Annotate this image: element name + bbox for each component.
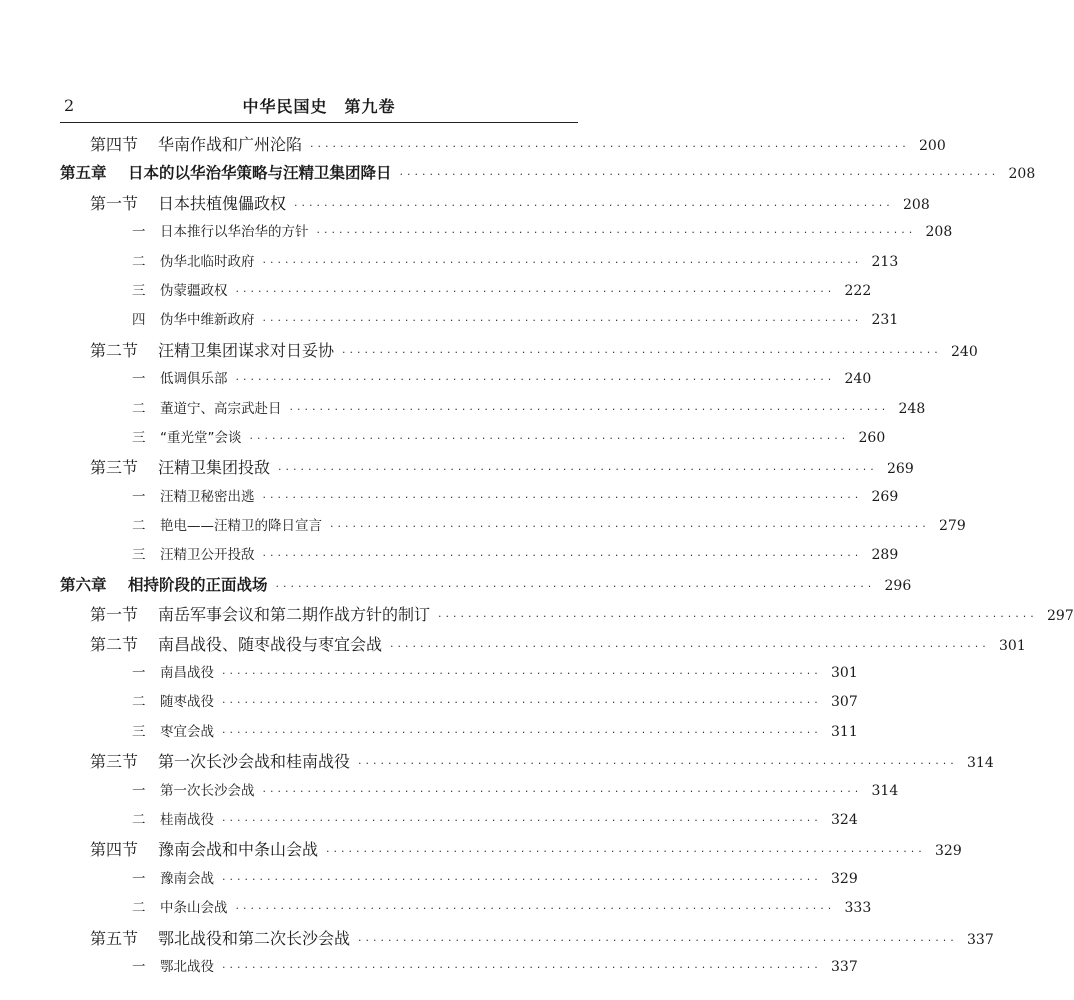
dot-leader: ················································································ [358, 933, 958, 947]
toc-entry-page: 314 [967, 755, 994, 772]
table-of-contents [60, 130, 1074, 982]
dot-leader: ················································································ [222, 725, 822, 739]
toc-entry-sub [60, 718, 858, 747]
toc-entry-number: 第一节 [90, 605, 139, 625]
dot-leader: ················································································ [262, 255, 863, 269]
toc-entry-title: 汪精卫公开投敌 [160, 547, 255, 564]
dot-leader: ················································································ [222, 696, 822, 710]
toc-entry-title: 鄂北战役和第二次长沙会战 [158, 928, 351, 948]
dot-leader: ················································································ [438, 610, 1038, 624]
toc-entry-number: 四 [132, 312, 146, 329]
toc-entry-sub [60, 483, 899, 512]
dot-leader: ················································································ [222, 667, 822, 681]
toc-entry-number: 第三节 [90, 752, 139, 772]
toc-entry-chapter [60, 159, 1036, 188]
toc-entry-title: 汪精卫集团谋求对日妥协 [158, 340, 335, 360]
toc-entry-page: 289 [871, 547, 899, 564]
toc-entry-title: 枣宜会战 [160, 723, 214, 740]
dot-leader: ················································································ [399, 168, 1000, 182]
toc-entry-page: 301 [831, 665, 858, 682]
dot-leader: ················································································ [222, 813, 822, 827]
toc-entry-page: 329 [831, 870, 858, 887]
toc-entry-page: 307 [831, 694, 858, 711]
toc-entry-page: 314 [871, 782, 899, 799]
toc-entry-number: 三 [132, 429, 146, 446]
toc-entry-sub [60, 777, 899, 806]
dot-leader: ················································································ [222, 872, 822, 886]
toc-entry-section [60, 924, 994, 953]
dot-leader: ················································································ [262, 784, 863, 798]
toc-entry-title: 汪精卫集团投敌 [158, 458, 271, 478]
toc-entry-title: 汪精卫秘密出逃 [160, 488, 255, 505]
toc-entry-section [60, 630, 1026, 659]
toc-entry-page: 213 [871, 253, 899, 270]
toc-entry-title: “重光堂”会谈 [160, 429, 242, 446]
toc-entry-number: 第二节 [90, 340, 139, 360]
toc-entry-page: 333 [844, 900, 872, 917]
toc-entry-number: 第五节 [90, 928, 139, 948]
dot-leader: ················································································ [275, 579, 876, 593]
toc-entry-title: 南岳军事会议和第二期作战方针的制订 [158, 605, 431, 625]
dot-leader: ················································································ [262, 314, 863, 328]
toc-entry-number: 三 [132, 723, 146, 740]
toc-entry-page: 329 [935, 843, 962, 860]
toc-entry-page: 208 [1008, 166, 1036, 183]
toc-entry-title: 伪蒙疆政权 [160, 282, 228, 299]
toc-entry-page: 269 [887, 461, 914, 478]
toc-entry-number: 第三节 [90, 458, 139, 478]
dot-leader: ················································································ [310, 140, 910, 153]
toc-entry-number: 一 [132, 224, 146, 241]
toc-entry-title: 第一次长沙会战 [160, 782, 255, 799]
toc-entry-sub [60, 512, 966, 541]
dot-leader: ················································································ [235, 373, 836, 387]
toc-entry-sub [60, 306, 899, 335]
toc-entry-section [60, 835, 962, 864]
toc-entry-sub [60, 953, 858, 982]
toc-entry-chapter [60, 571, 912, 600]
dot-leader: ················································································ [262, 549, 863, 563]
toc-entry-section [60, 747, 994, 776]
toc-entry-title: 桂南战役 [160, 811, 214, 828]
toc-entry-number: 一 [132, 488, 146, 505]
toc-entry-section [60, 189, 930, 218]
dot-leader: ················································································ [262, 490, 863, 504]
toc-entry-page: 240 [844, 371, 872, 388]
toc-entry-page: 248 [898, 400, 926, 417]
toc-entry-title: 鄂北战役 [160, 958, 214, 975]
toc-entry-page: 301 [999, 637, 1026, 654]
toc-entry-title: 低调俱乐部 [160, 371, 228, 388]
toc-entry-number: 一 [132, 371, 146, 388]
toc-entry-number: 第一节 [90, 193, 139, 213]
toc-entry-number: 一 [132, 870, 146, 887]
toc-entry-number: 第二节 [90, 634, 139, 654]
toc-entry-title: 相持阶段的正面战场 [128, 575, 268, 594]
toc-entry-number: 第五章 [60, 164, 107, 183]
toc-entry-sub [60, 806, 858, 835]
toc-entry-section [60, 600, 1074, 629]
toc-entry-title: 日本扶植傀儡政权 [158, 193, 287, 213]
toc-entry-page: 279 [939, 518, 966, 535]
toc-entry-section [60, 336, 978, 365]
toc-entry-page: 200 [919, 138, 946, 154]
toc-entry-page: 222 [844, 282, 872, 299]
dot-leader: ················································································ [316, 226, 917, 240]
toc-entry-page: 231 [871, 312, 899, 329]
toc-entry-number: 一 [132, 665, 146, 682]
toc-entry-number: 第四节 [90, 840, 139, 860]
toc-entry-sub [60, 248, 899, 277]
dot-leader: ················································································ [278, 463, 878, 477]
dot-leader: ················································································ [249, 431, 850, 445]
toc-entry-page: 269 [871, 488, 899, 505]
toc-entry-page: 296 [884, 577, 912, 594]
toc-entry-section [60, 453, 914, 482]
toc-entry-sub [60, 395, 926, 424]
toc-entry-number: 二 [132, 253, 146, 270]
toc-entry-title: 日本的以华治华策略与汪精卫集团降日 [128, 164, 392, 183]
toc-entry-title: 第一次长沙会战和桂南战役 [158, 752, 351, 772]
page-number: 2 [64, 96, 75, 115]
toc-entry-page: 297 [1047, 608, 1074, 625]
toc-entry-page: 260 [858, 429, 886, 446]
dot-leader: ················································································ [330, 520, 930, 534]
toc-entry-title: 中条山会战 [160, 900, 228, 917]
toc-entry-title: 董道宁、高宗武赴日 [160, 400, 282, 417]
toc-entry-page: 337 [967, 931, 994, 948]
toc-entry-number: 二 [132, 400, 146, 417]
toc-entry-number: 二 [132, 694, 146, 711]
page-header [60, 92, 578, 120]
toc-entry-number: 第四节 [90, 135, 139, 154]
toc-entry-number: 三 [132, 282, 146, 299]
toc-entry-number: 二 [132, 518, 146, 535]
toc-entry-title: 日本推行以华治华的方针 [160, 224, 309, 241]
toc-entry-section [60, 130, 946, 159]
toc-entry-page: 208 [925, 224, 953, 241]
toc-entry-title: 艳电——汪精卫的降日宣言 [160, 518, 322, 535]
toc-entry-page: 311 [831, 723, 858, 740]
dot-leader: ················································································ [235, 284, 836, 298]
toc-entry-sub [60, 541, 899, 570]
toc-entry-sub [60, 659, 858, 688]
toc-entry-title: 豫南会战和中条山会战 [158, 840, 319, 860]
toc-entry-title: 伪华中维新政府 [160, 312, 255, 329]
toc-entry-title: 南昌战役、随枣战役与枣宜会战 [158, 634, 383, 654]
toc-entry-sub [60, 688, 858, 717]
toc-entry-number: 三 [132, 547, 146, 564]
toc-entry-title: 南昌战役 [160, 665, 214, 682]
toc-entry-title: 伪华北临时政府 [160, 253, 255, 270]
dot-leader: ················································································ [294, 198, 894, 212]
toc-entry-sub [60, 424, 886, 453]
toc-entry-sub [60, 365, 872, 394]
running-title: 中华民国史 第九卷 [242, 97, 396, 116]
toc-entry-title: 随枣战役 [160, 694, 214, 711]
toc-entry-page: 337 [831, 958, 858, 975]
toc-entry-number: 二 [132, 900, 146, 917]
dot-leader: ················································································ [289, 402, 890, 416]
dot-leader: ················································································ [358, 757, 958, 771]
toc-entry-number: 第六章 [60, 575, 107, 594]
toc-entry-number: 一 [132, 782, 146, 799]
toc-entry-number: 一 [132, 958, 146, 975]
toc-entry-sub [60, 218, 953, 247]
header-rule [60, 122, 578, 123]
toc-entry-number: 二 [132, 811, 146, 828]
toc-entry-page: 324 [831, 811, 858, 828]
dot-leader: ················································································ [390, 639, 990, 653]
dot-leader: ················································································ [235, 902, 836, 916]
toc-entry-sub [60, 894, 872, 923]
toc-entry-title: 豫南会战 [160, 870, 214, 887]
dot-leader: ················································································ [326, 845, 926, 859]
toc-entry-sub [60, 865, 858, 894]
dot-leader: ················································································ [222, 960, 822, 974]
dot-leader: ················································································ [342, 345, 942, 359]
toc-entry-title: 华南作战和广州沦陷 [158, 135, 303, 154]
toc-entry-page: 240 [951, 343, 978, 360]
toc-entry-sub [60, 277, 872, 306]
toc-entry-page: 208 [903, 196, 930, 213]
